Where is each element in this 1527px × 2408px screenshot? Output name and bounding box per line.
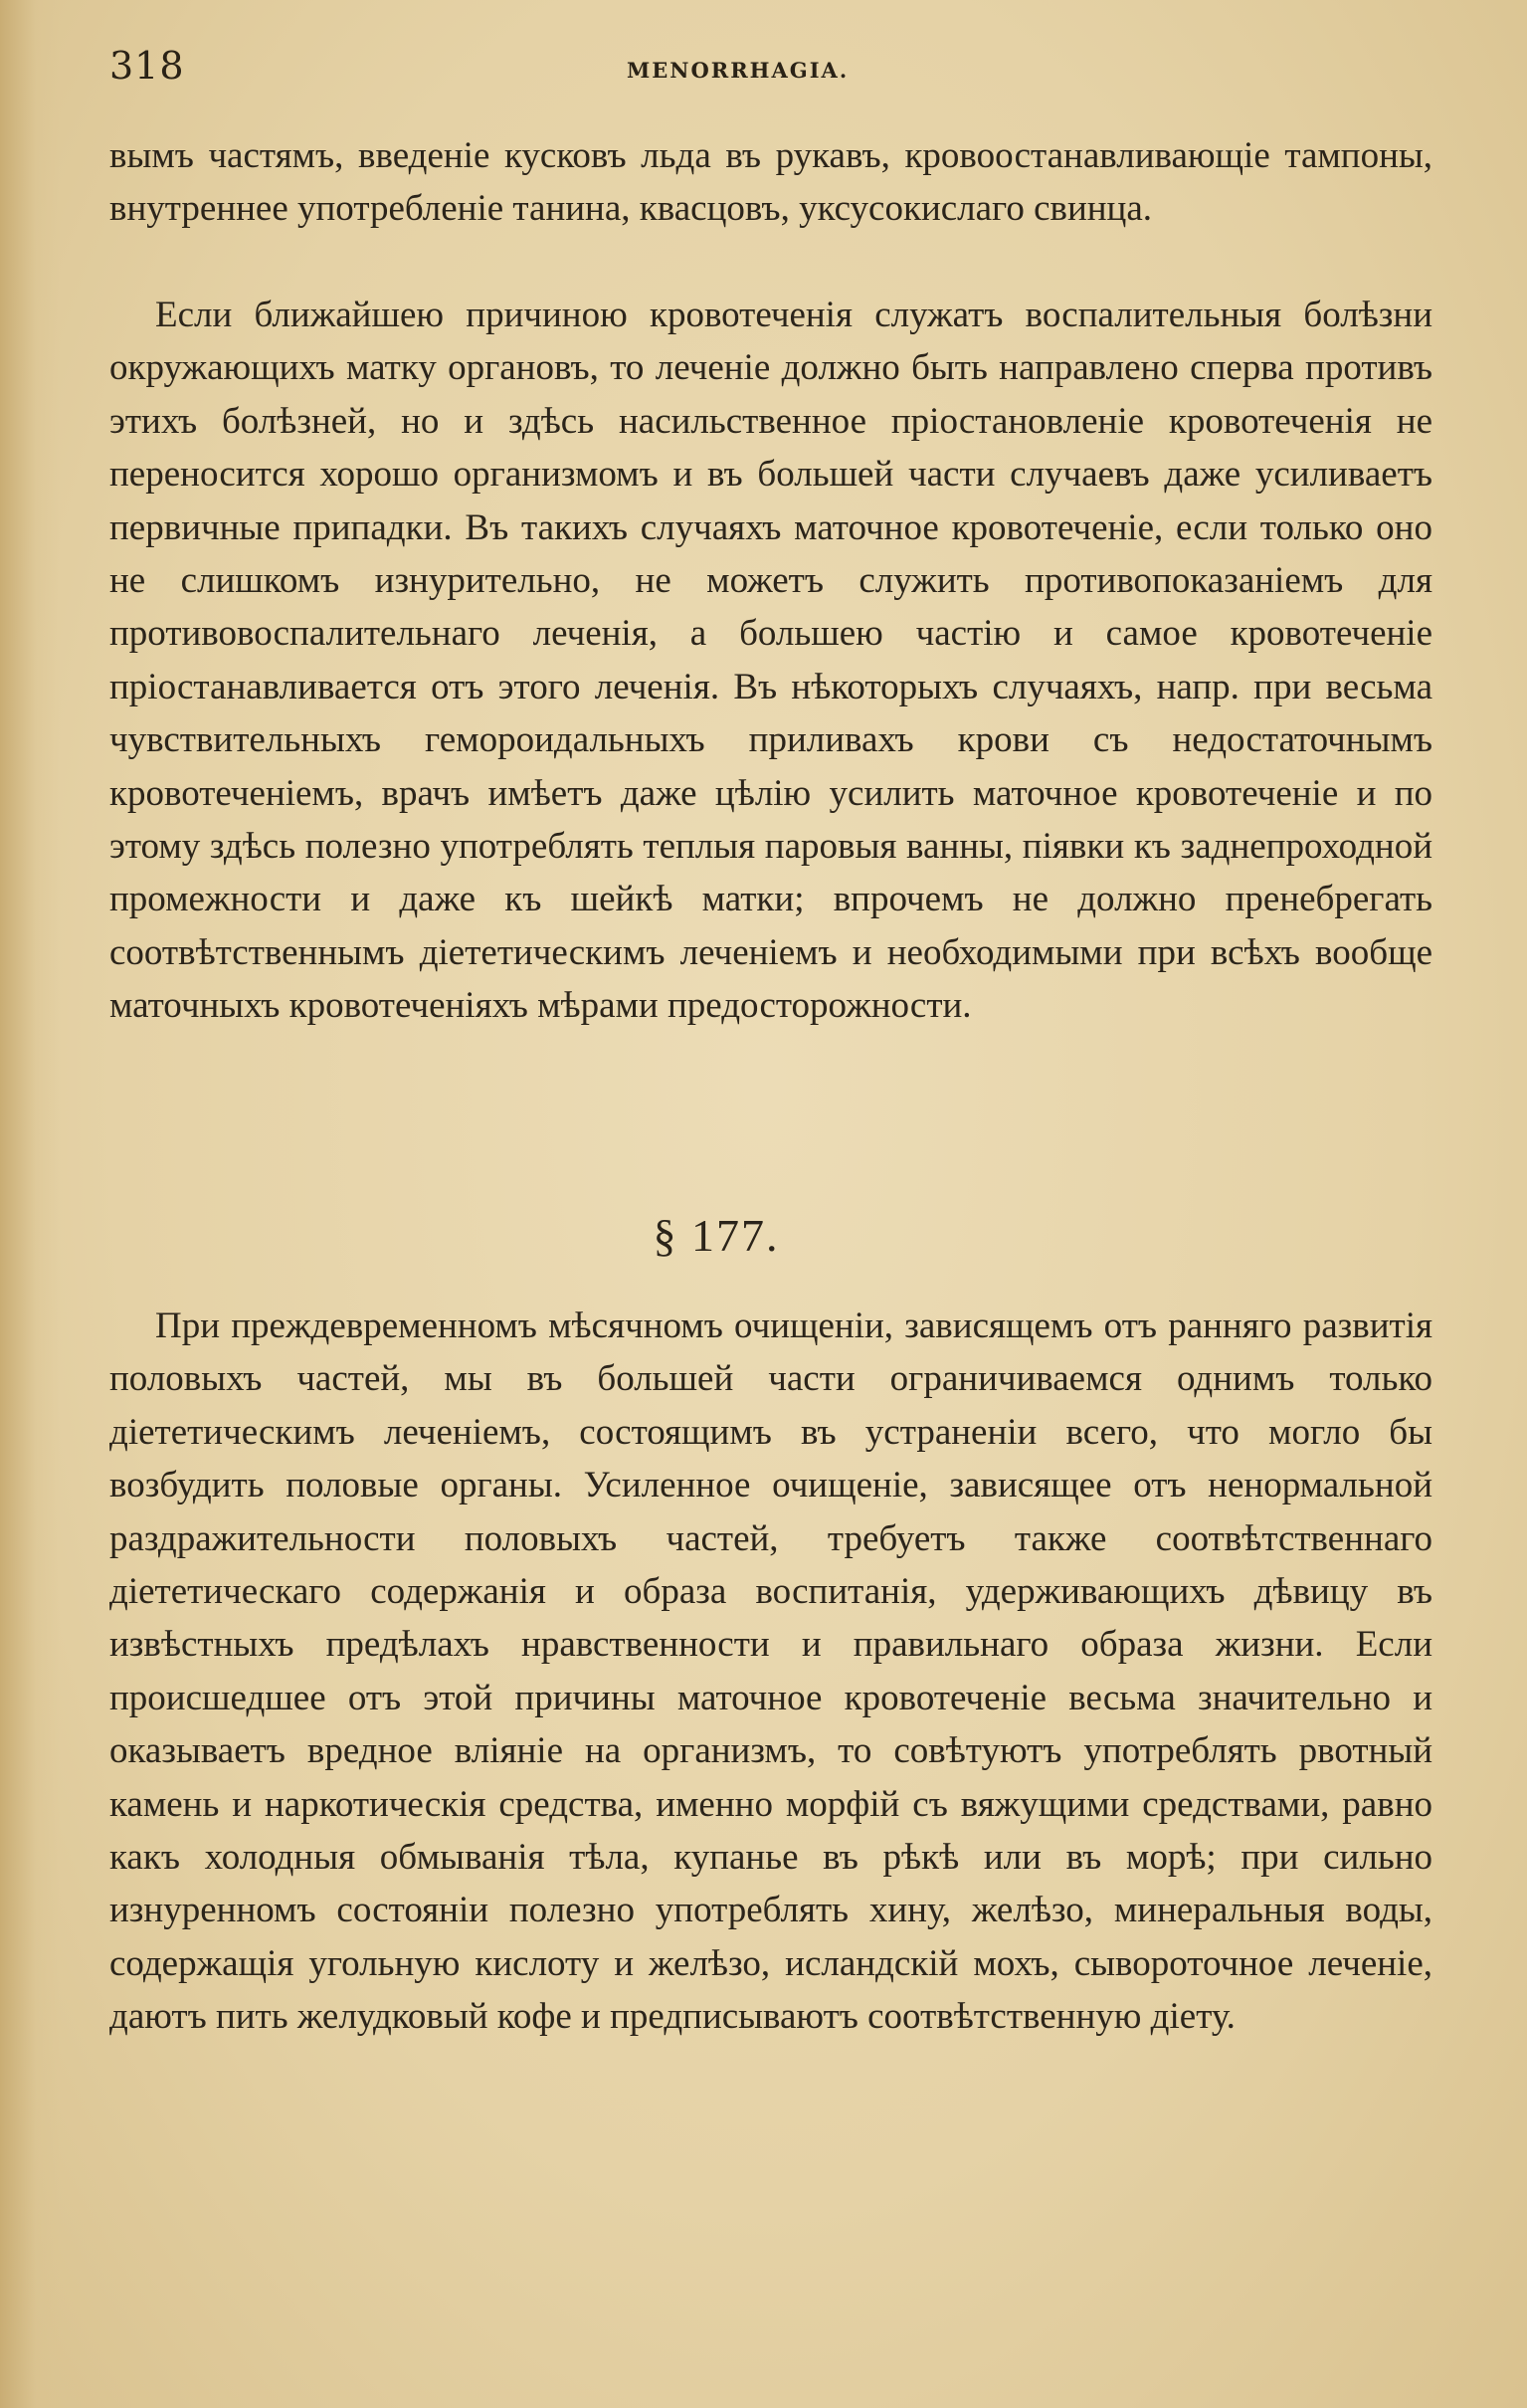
paragraph-inflammatory-causes xyxy=(109,289,1432,1033)
paragraph-text: При преждевременномъ мѣсячномъ очищеніи, зависящемъ отъ ранняго развитія половыхъ частей, мы въ большей части ограничиваемся однимъ только діететическимъ леченіемъ, состоящимъ въ устраненіи всего, что могло бы возбудить половые органы. Усиленное очищеніе, зависящее отъ ненормальной раздражительности половыхъ частей, требуетъ также соотвѣтственнаго діететическаго содержанія и образа воспитанія, удерживающихъ дѣвицу въ извѣстныхъ предѣлахъ нравственности и правильнаго образа жизни. Если происшедшее отъ этой причины маточное кровотеченіе весьма значительно и оказываетъ вредное вліяніе на организмъ, то совѣтуютъ употреблять рвотный камень и наркотическія средства, именно морфій съ вяжущими средствами, равно какъ холодныя обмыванія тѣла, купанье въ рѣкѣ или въ морѣ; при сильно изнуренномъ состояніи полезно употреблять хину, желѣзо, минеральныя воды, содержащія угольную кислоту и желѣзо, исландскій мохъ, сывороточное леченіе, даютъ пить желудковый кофе и предписываютъ соотвѣтственную діету. xyxy=(109,1305,1432,2038)
section-heading: § 177. xyxy=(653,1210,780,1261)
paragraph-continuation: вымъ частямъ, введеніе кусковъ льда въ рукавъ, кровоостанавливающіе тампоны, внутреннее употребленіе танина, квасцовъ, уксусокислаго свинца. xyxy=(109,135,1432,230)
page-header xyxy=(109,44,1432,103)
page-edge-shadow xyxy=(0,0,60,2408)
paragraph-premature-menstruation xyxy=(109,1300,1432,2044)
running-title: MENORRHAGIA. xyxy=(627,58,850,83)
paragraph-text: Если ближайшею причиною кровотеченія служатъ воспалительныя болѣзни окружающихъ матку органовъ, то леченіе должно быть направлено сперва противъ этихъ болѣзней, но и здѣсь насильственное пріостановленіе кровотеченія не переносится хорошо организмомъ и въ большей части случаевъ даже усиливаетъ первичные припадки. Въ такихъ случаяхъ маточное кровотеченіе, если только оно не слишкомъ изнурительно, не можетъ служить противопоказаніемъ для противовоспалительнаго леченія, а большею частію и самое кровотеченіе пріостанавливается отъ этого леченія. Въ нѣкоторыхъ случаяхъ, напр. при весьма чувствительныхъ гемороидальныхъ приливахъ крови съ недостаточнымъ кровотеченіемъ, врачъ имѣетъ даже цѣлію усилить маточное кровотеченіе и по этому здѣсь полезно употреблять теплыя паровыя ванны, піявки къ заднепроходной промежности и даже къ шейкѣ матки; впрочемъ не должно пренебрегать соотвѣтственнымъ діететическимъ леченіемъ и необходимыми при всѣхъ вообще маточныхъ кровотеченіяхъ мѣрами предосторожности. xyxy=(109,295,1432,1027)
page-number: 318 xyxy=(109,44,185,88)
